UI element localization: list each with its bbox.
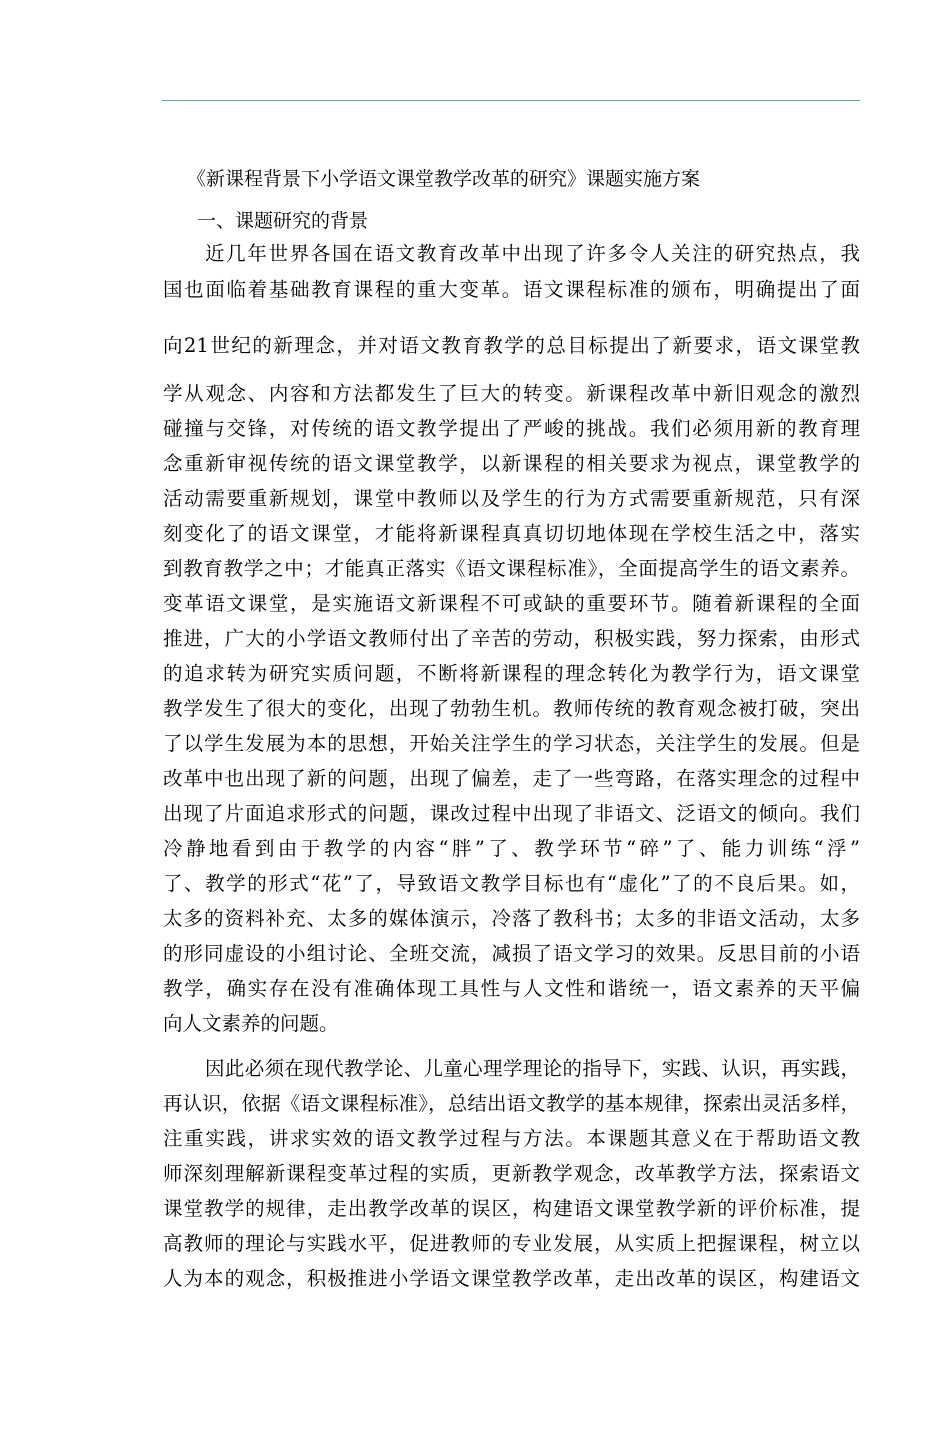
text-line: 人为本的观念，积极推进小学语文课堂教学改革，走出改革的误区，构建语文 xyxy=(163,1267,860,1290)
text-line: 高教师的理论与实践水平，促进教师的专业发展，从实质上把握课程，树立以 xyxy=(163,1232,860,1255)
text-line: 向人文素养的问题。 xyxy=(163,1012,339,1035)
text-line: 向21世纪的新理念，并对语文教育教学的总目标提出了新要求，语文课堂教 xyxy=(163,334,860,357)
text-line: 国也面临着基础教育课程的重大变革。语文课程标准的颁布，明确提出了面 xyxy=(163,278,860,301)
text-line: 出现了片面追求形式的问题，课改过程中出现了非语文、泛语文的倾向。我们 xyxy=(163,802,860,825)
text-line: 的形同虚设的小组讨论、全班交流，减损了语文学习的效果。反思目前的小语 xyxy=(163,942,860,965)
text-line: 碰撞与交锋，对传统的语文教学提出了严峻的挑战。我们必须用新的教育理 xyxy=(163,417,860,440)
text-line: 太多的资料补充、太多的媒体演示，冷落了教科书；太多的非语文活动，太多 xyxy=(163,907,860,930)
text-line: 再认识，依据《语文课程标准》，总结出语文教学的基本规律，探索出灵活多样， xyxy=(163,1092,860,1115)
text-line: 教学，确实存在没有准确体现工具性与人文性和谐统一，语文素养的天平偏 xyxy=(163,977,860,1000)
text-line: 注重实践，讲求实效的语文教学过程与方法。本课题其意义在于帮助语文教 xyxy=(163,1127,860,1150)
text-line: 近几年世界各国在语文教育改革中出现了许多令人关注的研究热点，我 xyxy=(205,242,860,265)
text-line: 了、教学的形式“花”了，导致语文教学目标也有“虚化”了的不良后果。如， xyxy=(163,872,860,895)
text-line: 刻变化了的语文课堂，才能将新课程真真切切地体现在学校生活之中，落实 xyxy=(163,522,860,545)
text-line: 的追求转为研究实质问题，不断将新课程的理念转化为教学行为，语文课堂 xyxy=(163,662,860,685)
section-heading: 一、课题研究的背景 xyxy=(197,210,369,232)
text-line: 推进，广大的小学语文教师付出了辛苦的劳动，积极实践，努力探索，由形式 xyxy=(163,627,860,650)
text-line: 了以学生发展为本的思想，开始关注学生的学习状态，关注学生的发展。但是 xyxy=(163,732,860,755)
document-title: 《新课程背景下小学语文课堂教学改革的研究》课题实施方案 xyxy=(187,168,701,190)
text-line: 课堂教学的规律，走出教学改革的误区，构建语文课堂教学新的评价标准，提 xyxy=(163,1197,860,1220)
text-line: 冷静地看到由于教学的内容“胖”了、教学环节“碎”了、能力训练“浮” xyxy=(163,837,860,860)
text-line: 师深刻理解新课程变革过程的实质，更新教学观念，改革教学方法，探索语文 xyxy=(163,1162,860,1185)
text-line: 因此必须在现代教学论、儿童心理学理论的指导下，实践、认识，再实践， xyxy=(205,1057,860,1080)
text-line: 活动需要重新规划，课堂中教师以及学生的行为方式需要重新规范，只有深 xyxy=(163,487,860,510)
text-line: 变革语文课堂，是实施语文新课程不可或缺的重要环节。随着新课程的全面 xyxy=(163,592,860,615)
text-line: 念重新审视传统的语文课堂教学，以新课程的相关要求为视点，课堂教学的 xyxy=(163,452,860,475)
text-line: 到教育教学之中；才能真正落实《语文课程标准》，全面提高学生的语文素养。 xyxy=(163,557,860,580)
text-line: 学从观念、内容和方法都发生了巨大的转变。新课程改革中新旧观念的激烈 xyxy=(163,382,860,405)
header-rule xyxy=(162,100,860,101)
text-line: 教学发生了很大的变化，出现了勃勃生机。教师传统的教育观念被打破，突出 xyxy=(163,697,860,720)
text-line: 改革中也出现了新的问题，出现了偏差，走了一些弯路，在落实理念的过程中 xyxy=(163,767,860,790)
